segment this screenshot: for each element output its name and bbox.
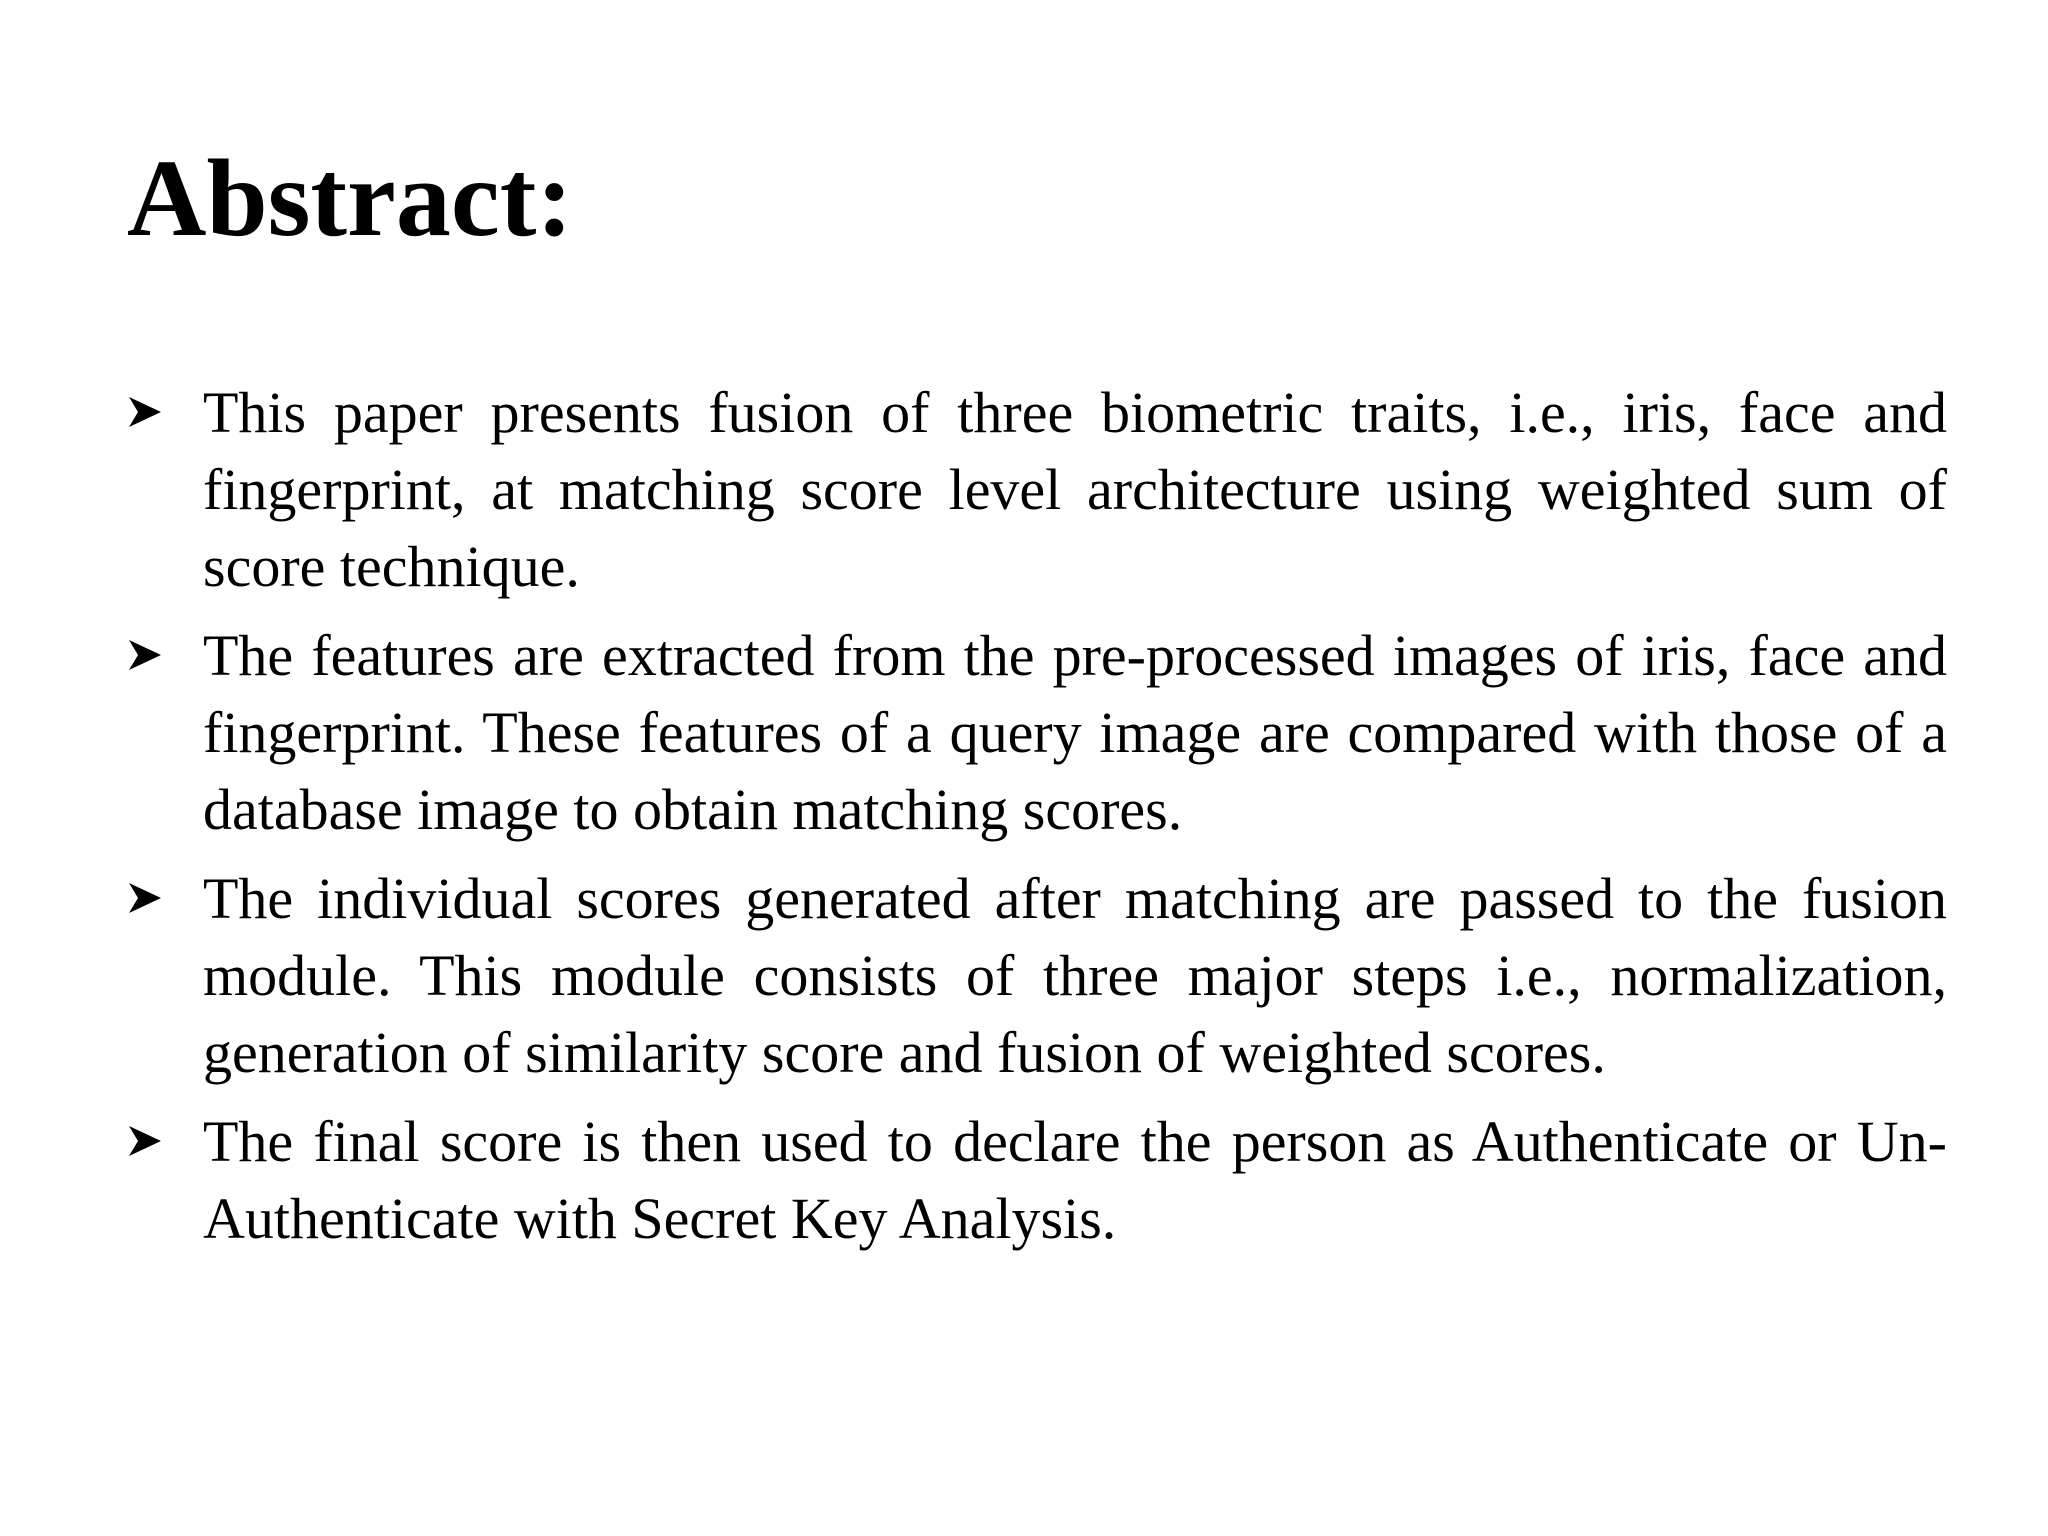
bullet-list: [127, 374, 1947, 1269]
bullet-item: [127, 860, 1947, 1091]
bullet-item: [127, 1103, 1947, 1257]
arrowhead-bullet-icon: [127, 374, 203, 450]
bullet-text: The individual scores generated after matching are passed to the fusion module. This module consists of three major steps i.e., normalization, generation of similarity score and fusion of weighted scores.: [203, 866, 1947, 1085]
arrowhead-bullet-icon: [127, 860, 203, 936]
bullet-item: [127, 617, 1947, 848]
bullet-text: This paper presents fusion of three biometric traits, i.e., iris, face and fingerprint, at matching score level architecture using weighted sum of score technique.: [203, 380, 1947, 599]
slide-title: Abstract:: [127, 137, 573, 259]
bullet-text: The final score is then used to declare the person as Authenticate or Un-Authenticate with Secret Key Analysis.: [203, 1109, 1947, 1251]
bullet-text: The features are extracted from the pre-processed images of iris, face and fingerprint. These features of a query image are compared with those of a database image to obtain matching scores.: [203, 623, 1947, 842]
arrowhead-bullet-icon: [127, 1103, 203, 1179]
arrowhead-bullet-icon: [127, 617, 203, 693]
bullet-item: [127, 374, 1947, 605]
